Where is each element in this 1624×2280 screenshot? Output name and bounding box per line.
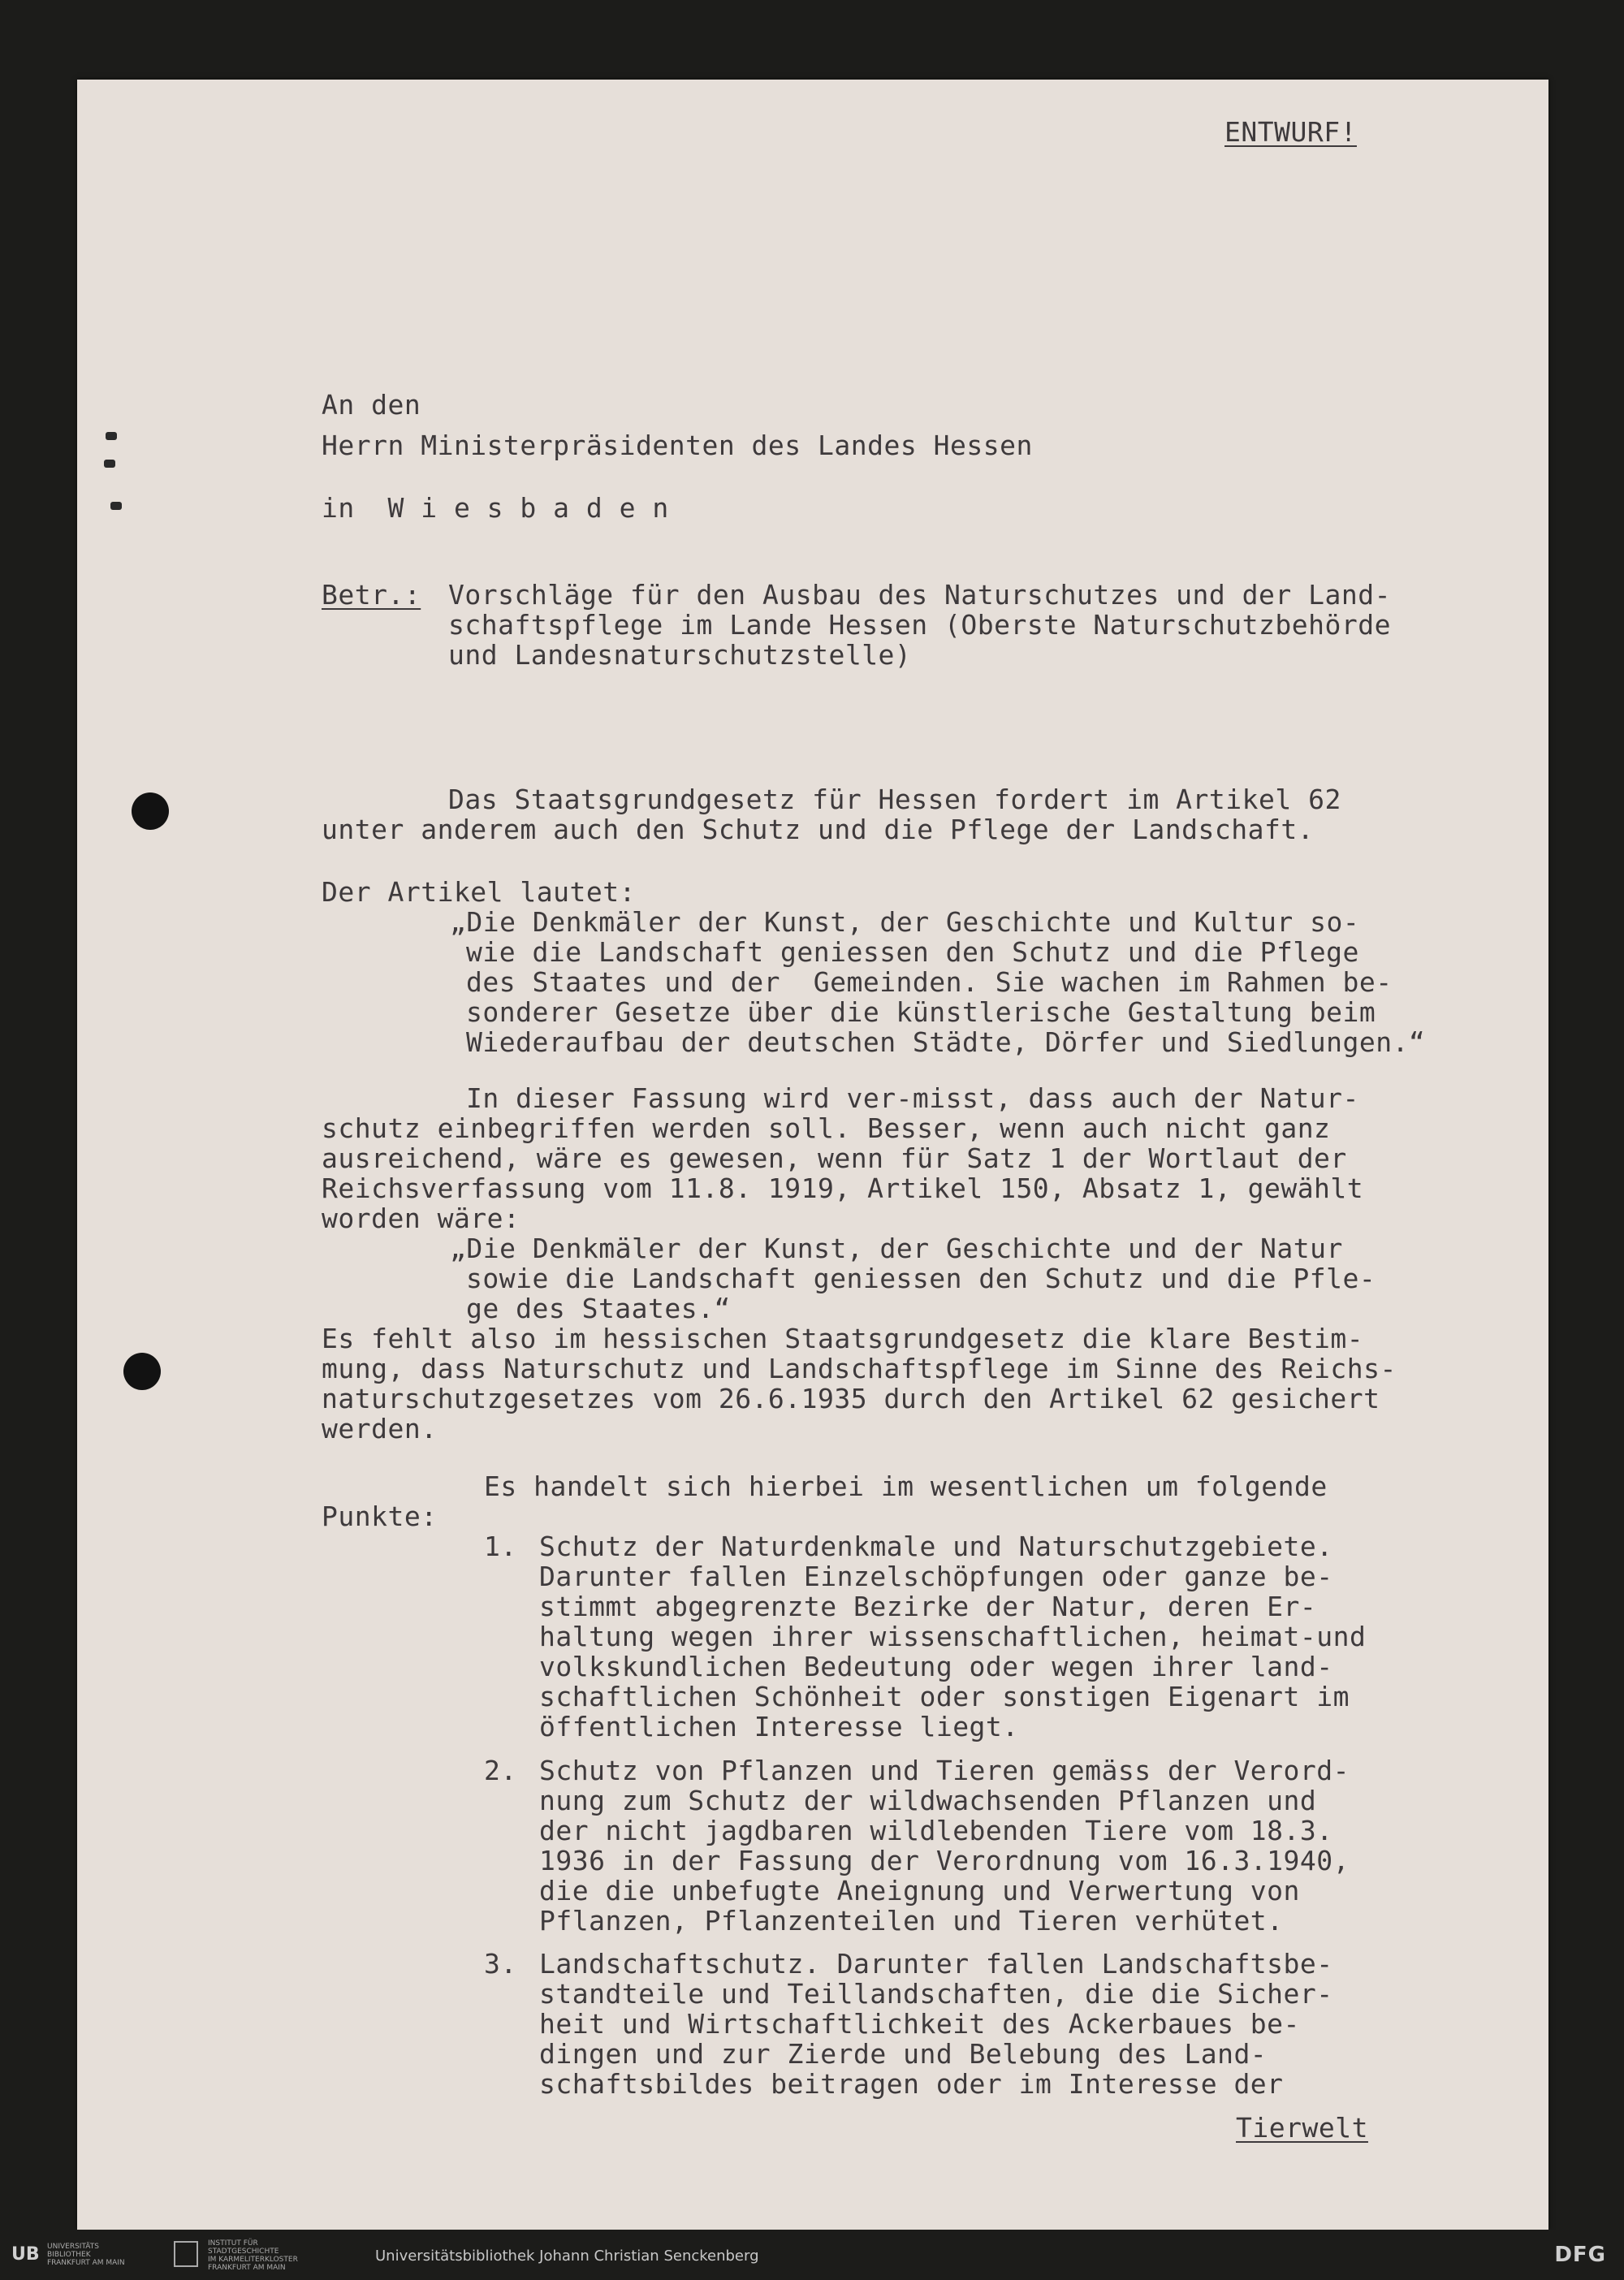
staple-mark <box>106 432 117 440</box>
punch-hole-lower <box>123 1353 161 1390</box>
catchword: Tierwelt <box>1236 2112 1368 2144</box>
punch-hole-upper <box>132 792 169 830</box>
point-number: 1. <box>484 1531 517 1562</box>
quote-line: wie die Landschaft geniessen den Schutz und die Pflege <box>466 936 1359 968</box>
isg-emblem-icon <box>174 2241 198 2267</box>
point-line: die die unbefugte Aneignung und Verwertung von <box>539 1875 1300 1906</box>
address-line: in W i e s b a d e n <box>322 492 669 524</box>
body-line: Punkte: <box>322 1501 438 1532</box>
body-line: worden wäre: <box>322 1203 520 1234</box>
point-line: nung zum Schutz der wildwachsenden Pflanzen und <box>539 1785 1317 1816</box>
point-line: Darunter fallen Einzelschöpfungen oder ganze be- <box>539 1561 1333 1592</box>
staple-mark <box>110 502 122 510</box>
point-line: 1936 in der Fassung der Verordnung vom 16.3.1940, <box>539 1845 1350 1876</box>
point-line: schaftlichen Schönheit oder sonstigen Eigenart im <box>539 1681 1350 1712</box>
viewer-footer <box>0 2230 1624 2280</box>
ub-logo: UB <box>11 2244 40 2265</box>
body-line: Es handelt sich hierbei im wesentlichen um folgende <box>484 1470 1328 1502</box>
draft-mark: ENTWURF! <box>1224 116 1357 148</box>
point-line: standteile und Teillandschaften, die die Sicher- <box>539 1978 1333 2010</box>
quote-line: Wiederaufbau der deutschen Städte, Dörfer und Siedlungen.“ <box>466 1026 1426 1058</box>
address-line: Herrn Ministerpräsidenten des Landes Hessen <box>322 430 1033 461</box>
library-credit: Universitätsbibliothek Johann Christian Senckenberg <box>375 2248 759 2265</box>
quote-line: „Die Denkmäler der Kunst, der Geschichte und Kultur so- <box>450 906 1360 938</box>
point-line: dingen und zur Zierde und Belebung des Land- <box>539 2038 1268 2070</box>
quote-line: des Staates und der Gemeinden. Sie wachen im Rahmen be- <box>466 966 1393 998</box>
subject-line: schaftspflege im Lande Hessen (Oberste Naturschutzbehörde <box>448 609 1391 641</box>
point-line: Schutz von Pflanzen und Tieren gemäss der Verord- <box>539 1755 1350 1786</box>
point-line: haltung wegen ihrer wissenschaftlichen, heimat-und <box>539 1621 1367 1652</box>
dfg-logo: DFG <box>1554 2243 1606 2267</box>
subject-label: Betr.: <box>322 579 421 611</box>
isg-label-line: FRANKFURT AM MAIN <box>208 2264 286 2272</box>
address-line: An den <box>322 389 421 421</box>
quote-line: sonderer Gesetze über die künstlerische Gestaltung beim <box>466 996 1376 1028</box>
isg-label-line: INSTITUT FÜR <box>208 2239 258 2248</box>
body-line: Es fehlt also im hessischen Staatsgrundgesetz die klare Bestim- <box>322 1323 1364 1354</box>
body-line: Der Artikel lautet: <box>322 876 636 908</box>
body-line: Reichsverfassung vom 11.8. 1919, Artikel 150, Absatz 1, gewählt <box>322 1172 1364 1204</box>
point-line: volkskundlichen Bedeutung oder wegen ihrer land- <box>539 1651 1333 1682</box>
point-number: 3. <box>484 1948 517 1980</box>
ub-label <box>47 2243 125 2267</box>
point-line: heit und Wirtschaftlichkeit des Ackerbaues be- <box>539 2008 1300 2040</box>
body-line: werden. <box>322 1413 438 1444</box>
body-line: In dieser Fassung wird ver-misst, dass auch der Natur- <box>466 1082 1359 1114</box>
body-line: ausreichend, wäre es gewesen, wenn für Satz 1 der Wortlaut der <box>322 1142 1347 1174</box>
point-line: Pflanzen, Pflanzenteilen und Tieren verhütet. <box>539 1905 1284 1937</box>
body-line: naturschutzgesetzes vom 26.6.1935 durch den Artikel 62 gesichert <box>322 1383 1380 1414</box>
point-line: Schutz der Naturdenkmale und Naturschutzgebiete. <box>539 1531 1333 1562</box>
point-line: der nicht jagdbaren wildlebenden Tiere vom 18.3. <box>539 1815 1333 1846</box>
quote-line: „Die Denkmäler der Kunst, der Geschichte und der Natur <box>450 1233 1343 1264</box>
subject-line: Vorschläge für den Ausbau des Naturschutzes und der Land- <box>448 579 1391 611</box>
body-line: unter anderem auch den Schutz und die Pflege der Landschaft. <box>322 814 1315 845</box>
body-line: mung, dass Naturschutz und Landschaftspflege im Sinne des Reichs- <box>322 1353 1397 1384</box>
isg-label <box>208 2239 298 2272</box>
ub-label-line: BIBLIOTHEK <box>47 2251 91 2259</box>
ub-label-line: FRANKFURT AM MAIN <box>47 2259 125 2267</box>
point-line: Landschaftschutz. Darunter fallen Landschaftsbe- <box>539 1948 1333 1980</box>
point-line: stimmt abgegrenzte Bezirke der Natur, deren Er- <box>539 1591 1317 1622</box>
isg-label-line: IM KARMELITERKLOSTER <box>208 2256 298 2264</box>
quote-line: ge des Staates.“ <box>466 1293 731 1324</box>
subject-line: und Landesnaturschutzstelle) <box>448 639 912 671</box>
body-line: Das Staatsgrundgesetz für Hessen fordert im Artikel 62 <box>448 784 1341 815</box>
point-line: schaftsbildes beitragen oder im Interesse der <box>539 2068 1284 2100</box>
ub-label-line: UNIVERSITÄTS <box>47 2243 99 2251</box>
isg-label-line: STADTGESCHICHTE <box>208 2248 279 2256</box>
quote-line: sowie die Landschaft geniessen den Schutz und die Pfle- <box>466 1263 1376 1294</box>
point-line: öffentlichen Interesse liegt. <box>539 1711 1019 1742</box>
body-line: schutz einbegriffen werden soll. Besser, wenn auch nicht ganz <box>322 1112 1331 1144</box>
point-number: 2. <box>484 1755 517 1786</box>
staple-mark <box>104 460 115 468</box>
